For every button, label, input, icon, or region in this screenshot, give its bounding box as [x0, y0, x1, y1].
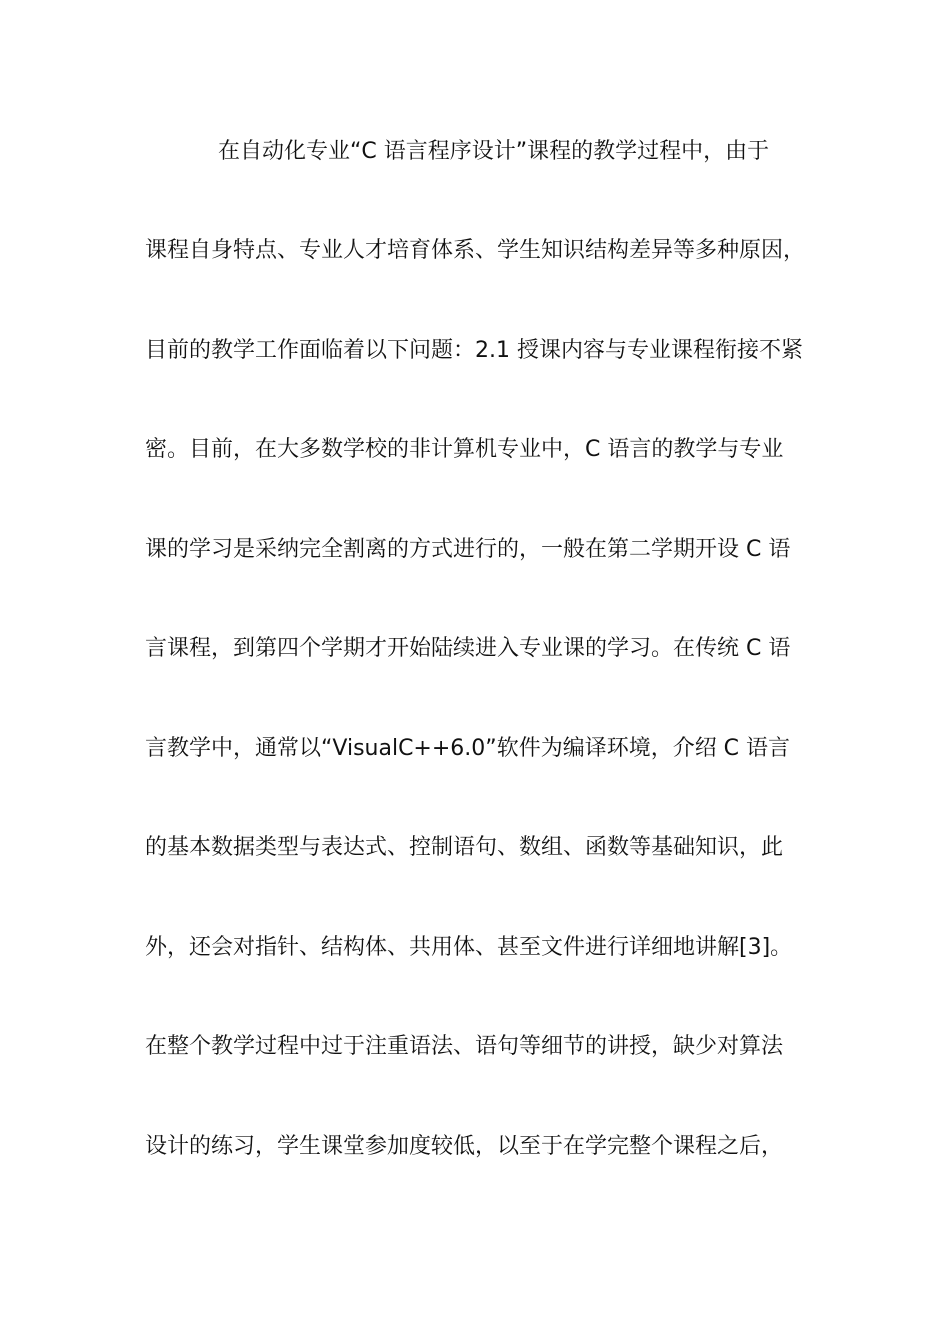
paragraph-line: 在整个教学过程中过于注重语法、语句等细节的讲授，缺少对算法 — [145, 1034, 784, 1059]
paragraph-line: 外，还会对指针、结构体、共用体、甚至文件进行详细地讲解[3]。 — [145, 935, 793, 960]
paragraph-line: 言课程，到第四个学期才开始陆续进入专业课的学习。在传统 C 语 — [145, 636, 791, 661]
paragraph-line: 目前的教学工作面临着以下问题：2.1 授课内容与专业课程衔接不紧 — [145, 338, 803, 363]
paragraph-line: 密。目前，在大多数学校的非计算机专业中，C 语言的教学与专业 — [145, 437, 784, 462]
paragraph-line: 在自动化专业“C 语言程序设计”课程的教学过程中，由于 — [218, 139, 770, 164]
paragraph-line: 课的学习是采纳完全割离的方式进行的，一般在第二学期开设 C 语 — [145, 537, 791, 562]
paragraph-line: 言教学中，通常以“VisualC++6.0”软件为编译环境，介绍 C 语言 — [145, 736, 791, 761]
paragraph-line: 课程自身特点、专业人才培育体系、学生知识结构差异等多种原因， — [145, 238, 806, 263]
paragraph-line: 设计的练习，学生课堂参加度较低，以至于在学完整个课程之后， — [145, 1134, 784, 1159]
paragraph-line: 的基本数据类型与表达式、控制语句、数组、函数等基础知识，此 — [145, 835, 784, 860]
